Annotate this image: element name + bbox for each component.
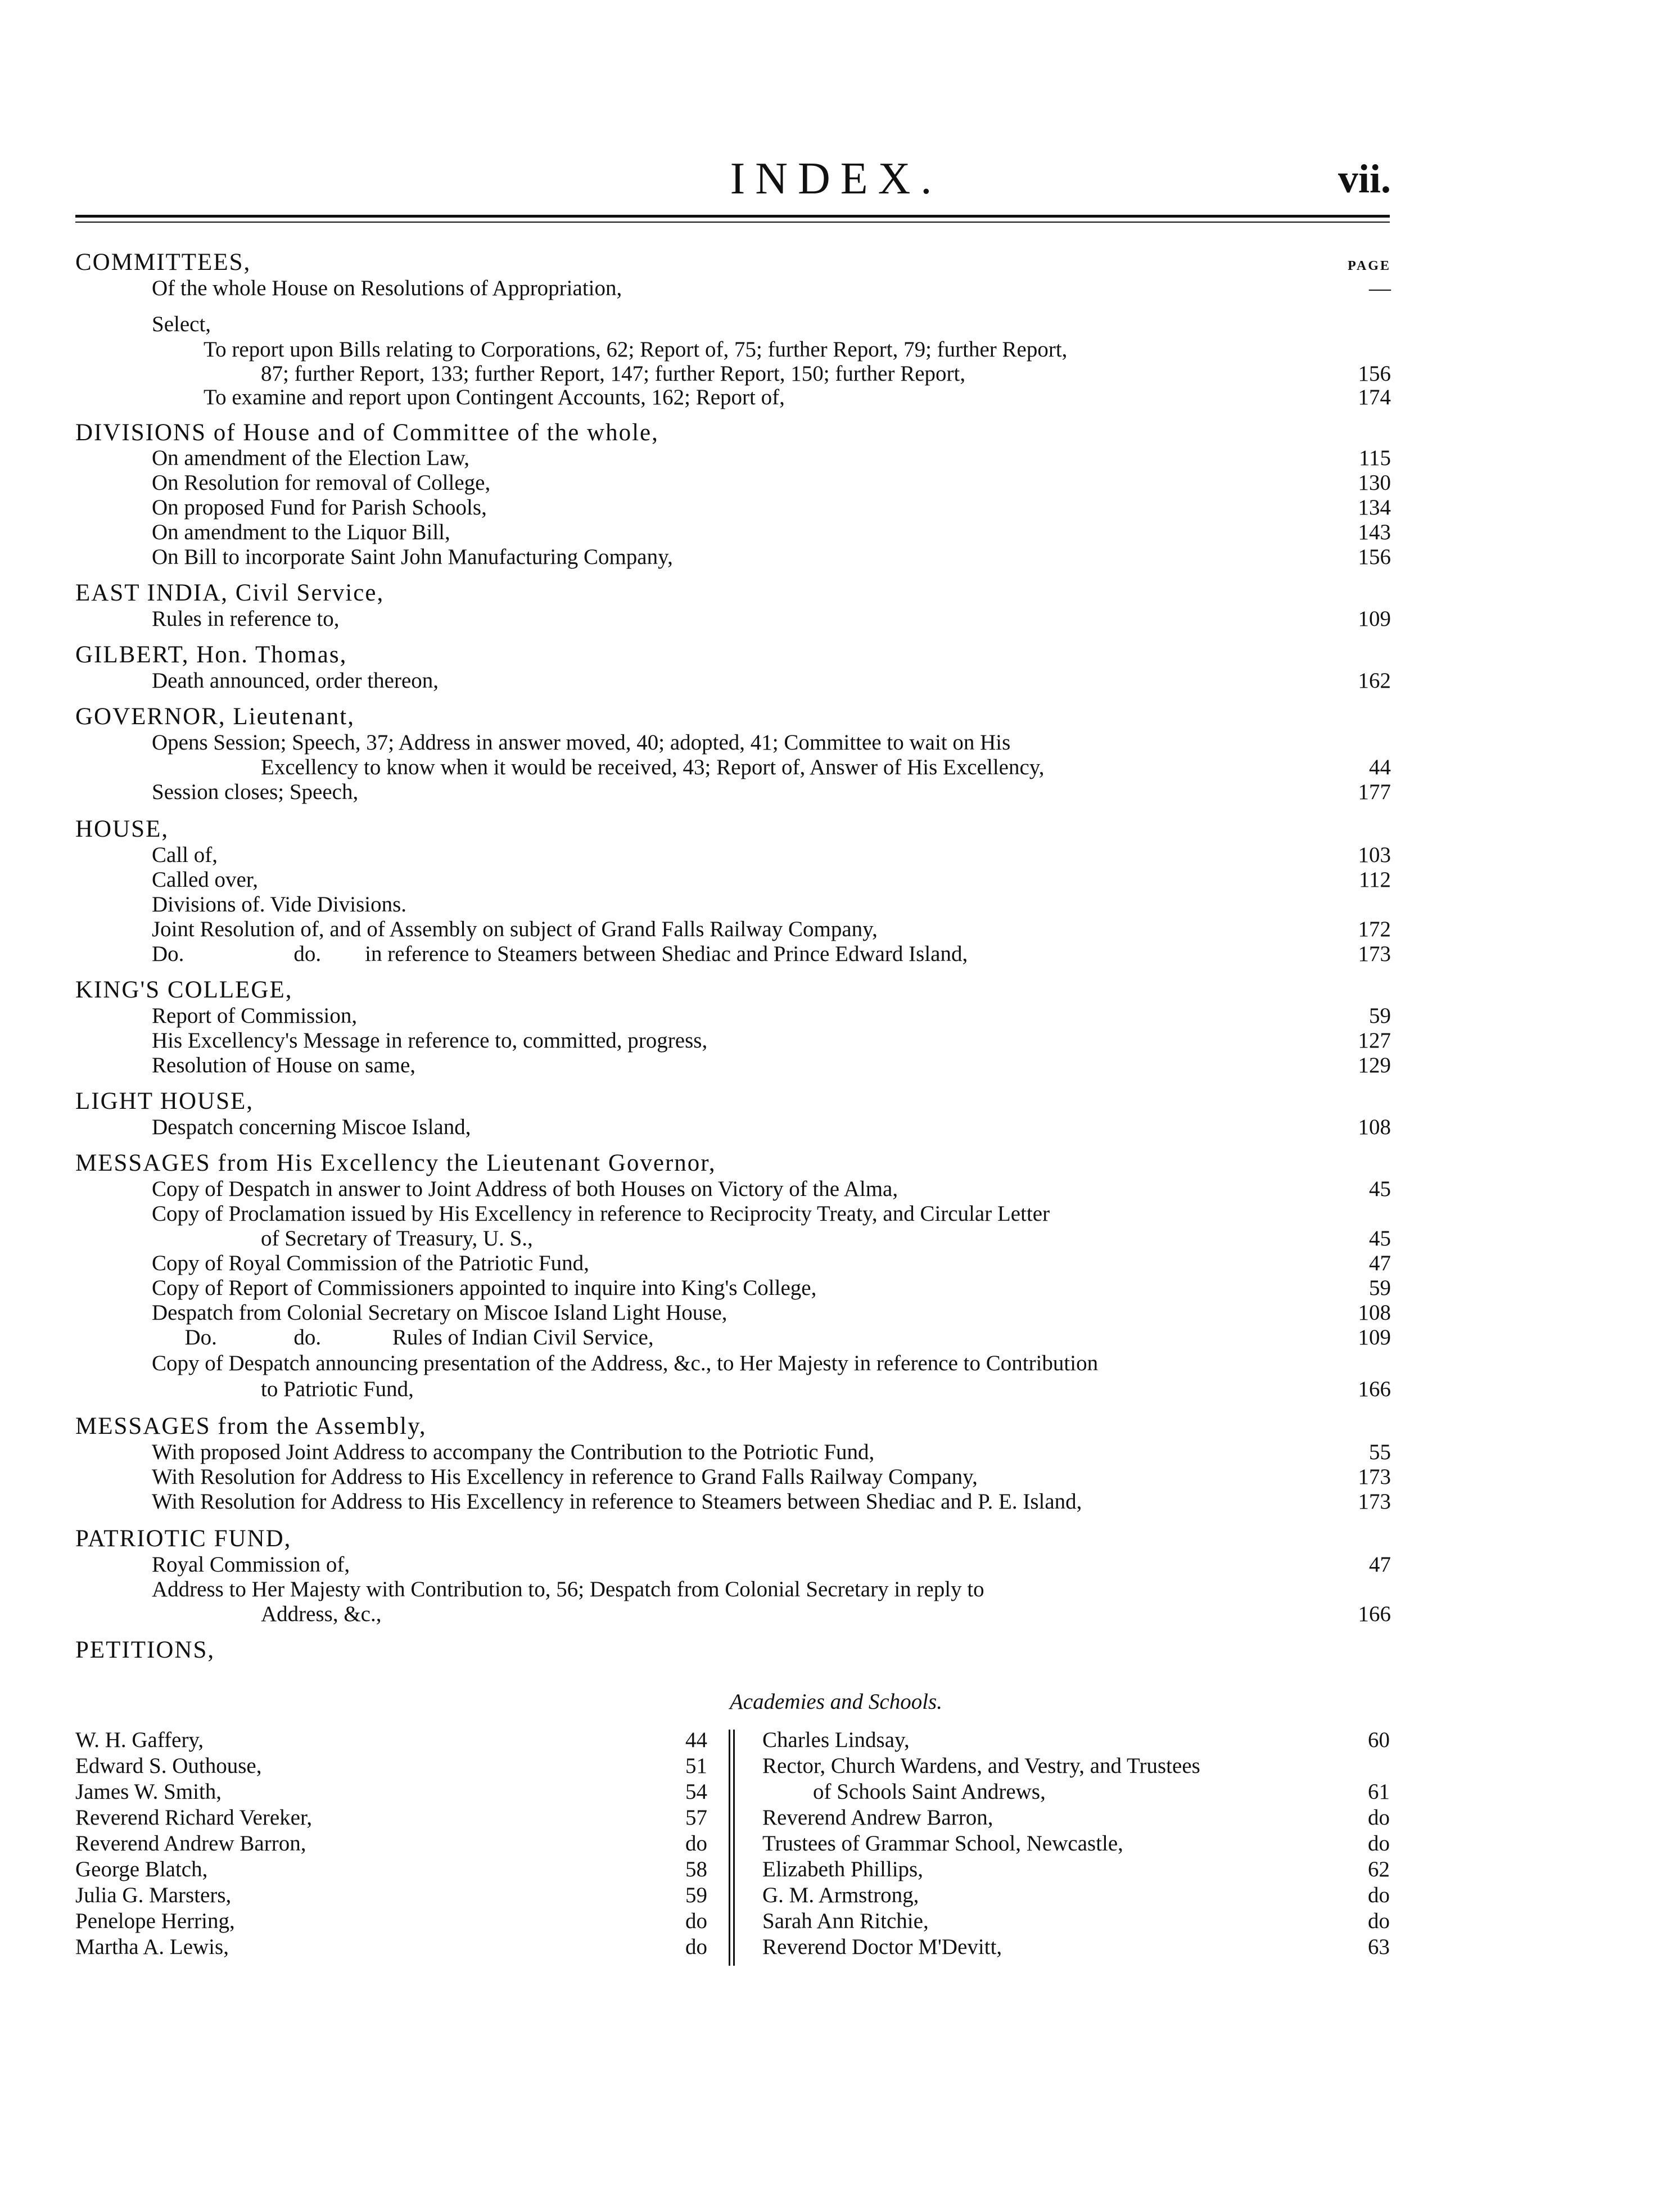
index-heading — [75, 1636, 1391, 1664]
petitioner-name: Sarah Ann Ritchie, — [762, 1909, 929, 1933]
page-reference: 60 — [1368, 1728, 1390, 1752]
index-entry — [75, 1249, 1391, 1277]
petitions-left-column — [75, 1727, 707, 1960]
petition-row — [762, 1727, 1390, 1753]
index-entry — [75, 1375, 1391, 1403]
petitioner-name: Trustees of Grammar School, Newcastle, — [762, 1831, 1123, 1856]
petition-row — [75, 1779, 707, 1805]
page-reference: 156 — [1358, 362, 1391, 386]
entry-text: Rules in reference to, — [152, 607, 340, 631]
entry-text: Report of Commission, — [152, 1004, 358, 1028]
page-reference: 172 — [1358, 917, 1391, 941]
petitioner-name: Reverend Richard Vereker, — [75, 1805, 313, 1830]
index-entry — [75, 866, 1391, 894]
page-reference: 143 — [1358, 520, 1391, 544]
index-entry — [75, 891, 1391, 919]
entry-text: Select, — [152, 312, 211, 336]
header-rule-thin — [75, 222, 1390, 223]
page-reference: 166 — [1358, 1602, 1391, 1626]
page-reference: 45 — [1369, 1226, 1391, 1251]
entry-text: On Resolution for removal of College, — [152, 471, 491, 495]
page-reference: 115 — [1358, 446, 1391, 470]
page-reference: 108 — [1358, 1115, 1391, 1139]
index-entry — [75, 543, 1391, 571]
index-entry — [75, 1551, 1391, 1579]
index-entry — [75, 1349, 1391, 1378]
petition-row — [75, 1753, 707, 1779]
petitions-subhead: Academies and Schools. — [729, 1690, 942, 1714]
index-entry — [75, 605, 1391, 633]
heading-text: DIVISIONS of House and of Committee of the whole, — [75, 419, 659, 446]
petitioner-name: Rector, Church Wardens, and Vestry, and Trustees — [762, 1754, 1200, 1778]
petition-row — [762, 1908, 1390, 1934]
petitioner-name: of Schools Saint Andrews, — [813, 1780, 1046, 1804]
entry-text: Copy of Proclamation issued by His Excellency in reference to Reciprocity Treaty, and Circular Letter — [152, 1202, 1050, 1226]
petition-row — [762, 1831, 1390, 1857]
index-entry — [75, 274, 1391, 303]
heading-text: PETITIONS, — [75, 1637, 215, 1663]
petitioner-name: G. M. Armstrong, — [762, 1883, 919, 1907]
entry-text: With Resolution for Address to His Excellency in reference to Grand Falls Railway Company, — [152, 1465, 978, 1489]
page-reference: 44 — [1369, 755, 1391, 779]
petition-row — [762, 1779, 1390, 1805]
petitioner-name: W. H. Gaffery, — [75, 1728, 204, 1752]
index-entry — [75, 841, 1391, 869]
page-reference: 130 — [1358, 471, 1391, 495]
entry-text: On Bill to incorporate Saint John Manufacturing Company, — [152, 545, 673, 569]
petitions-right-column — [762, 1727, 1390, 1960]
entry-text: Called over, — [152, 868, 259, 892]
page-reference: 51 — [685, 1754, 707, 1778]
header-rule — [75, 215, 1390, 218]
page-reference: 109 — [1358, 1325, 1391, 1349]
page-number: vii. — [1337, 156, 1391, 201]
entry-text: With Resolution for Address to His Excellency in reference to Steamers between Shediac and P. E. Island, — [152, 1489, 1082, 1514]
page-reference: 47 — [1369, 1251, 1391, 1275]
entry-text: Of the whole House on Resolutions of Appropriation, — [152, 276, 622, 300]
entry-text: to Patriotic Fund, — [261, 1377, 414, 1401]
page-reference: do — [1368, 1831, 1390, 1856]
index-heading — [75, 641, 1391, 669]
petition-row — [75, 1831, 707, 1857]
petition-row — [762, 1753, 1390, 1779]
entry-text: Copy of Report of Commissioners appointed to inquire into King's College, — [152, 1276, 817, 1300]
heading-text: GOVERNOR, Lieutenant, — [75, 703, 355, 730]
index-entry — [75, 729, 1391, 757]
index-entry — [75, 1027, 1391, 1055]
heading-text: LIGHT HOUSE, — [75, 1088, 254, 1114]
petition-row — [75, 1908, 707, 1934]
petition-row — [75, 1805, 707, 1831]
entry-text: Address to Her Majesty with Contribution to, 56; Despatch from Colonial Secretary in reply to — [152, 1577, 984, 1601]
index-entry — [75, 1576, 1391, 1604]
page-reference: 174 — [1358, 385, 1391, 409]
page-reference: do — [1368, 1805, 1390, 1830]
index-entry — [75, 778, 1391, 806]
page-reference: 108 — [1358, 1301, 1391, 1325]
page-reference: 62 — [1368, 1857, 1390, 1881]
entry-text: Resolution of House on same, — [152, 1053, 416, 1077]
entry-text: With proposed Joint Address to accompany the Contribution to the Potriotic Fund, — [152, 1440, 875, 1464]
index-entry — [75, 444, 1391, 472]
petitioner-name: George Blatch, — [75, 1857, 208, 1881]
page-reference: do — [685, 1831, 707, 1856]
page-reference: do — [1368, 1909, 1390, 1933]
entry-text: Joint Resolution of, and of Assembly on subject of Grand Falls Railway Company, — [152, 917, 878, 941]
index-entry — [75, 383, 1391, 412]
petitioner-name: Penelope Herring, — [75, 1909, 235, 1933]
index-entry — [75, 1438, 1391, 1466]
index-heading — [75, 1087, 1391, 1116]
page-reference: do — [685, 1935, 707, 1959]
page-reference: 156 — [1358, 545, 1391, 569]
index-heading — [75, 1149, 1391, 1177]
entry-text: Despatch from Colonial Secretary on Miscoe Island Light House, — [152, 1301, 727, 1325]
page-reference: 166 — [1358, 1377, 1391, 1401]
index-entry — [75, 469, 1391, 497]
entry-text: On amendment of the Election Law, — [152, 446, 469, 470]
petition-row — [75, 1857, 707, 1883]
page-reference: 109 — [1358, 607, 1391, 631]
petition-row — [75, 1727, 707, 1753]
index-entry — [75, 494, 1391, 522]
index-heading — [75, 976, 1391, 1004]
entry-text: Despatch concerning Miscoe Island, — [152, 1115, 471, 1139]
index-entry — [75, 915, 1391, 944]
page-reference: 47 — [1369, 1552, 1391, 1577]
page-reference: 61 — [1368, 1780, 1390, 1804]
index-entry — [75, 1299, 1391, 1327]
entry-text: Do. do. Rules of Indian Civil Service, — [152, 1325, 654, 1349]
entry-text: Opens Session; Speech, 37; Address in answer moved, 40; adopted, 41; Committee to wait on His — [152, 730, 1011, 755]
heading-text: KING'S COLLEGE, — [75, 977, 293, 1003]
entry-text: Excellency to know when it would be received, 43; Report of, Answer of His Excellency, — [261, 755, 1045, 779]
page-reference: do — [685, 1909, 707, 1933]
petition-row — [762, 1883, 1390, 1908]
heading-text: COMMITTEES, — [75, 249, 251, 276]
index-entry — [75, 1488, 1391, 1516]
page-reference: 59 — [1369, 1004, 1391, 1028]
entry-text: Call of, — [152, 843, 218, 867]
page-reference: do — [1368, 1883, 1390, 1907]
petitioner-name: Julia G. Marsters, — [75, 1883, 232, 1907]
page-reference: 45 — [1369, 1177, 1391, 1201]
petition-row — [762, 1805, 1390, 1831]
page-reference: 134 — [1358, 495, 1391, 520]
heading-text: MESSAGES from the Assembly, — [75, 1413, 427, 1439]
petitioner-name: Elizabeth Phillips, — [762, 1857, 923, 1881]
index-entry — [75, 310, 1391, 338]
page-reference: 63 — [1368, 1935, 1390, 1959]
page-reference: 57 — [685, 1805, 707, 1830]
petition-row — [762, 1857, 1390, 1883]
entry-text: of Secretary of Treasury, U. S., — [261, 1226, 533, 1251]
entry-text: Address, &c., — [261, 1602, 382, 1626]
page-reference: — — [1369, 276, 1391, 300]
petitioner-name: James W. Smith, — [75, 1780, 222, 1804]
petition-row — [762, 1934, 1390, 1960]
page-reference: 162 — [1358, 669, 1391, 693]
page-reference: 58 — [685, 1857, 707, 1881]
index-entry — [75, 1600, 1391, 1628]
entry-text: Do. do. in reference to Steamers between Shediac and Prince Edward Island, — [152, 942, 968, 966]
index-entry — [75, 667, 1391, 695]
heading-text: MESSAGES from His Excellency the Lieutenant Governor, — [75, 1150, 716, 1176]
index-heading — [75, 579, 1391, 607]
heading-text: HOUSE, — [75, 816, 169, 842]
heading-text: GILBERT, Hon. Thomas, — [75, 642, 347, 668]
entry-text: His Excellency's Message in reference to, committed, progress, — [152, 1028, 708, 1053]
index-heading — [75, 1525, 1391, 1553]
index-entry — [75, 1225, 1391, 1253]
index-entry — [75, 753, 1391, 782]
index-entry — [75, 1002, 1391, 1030]
petitioner-name: Martha A. Lewis, — [75, 1935, 229, 1959]
entry-text: On proposed Fund for Parish Schools, — [152, 495, 487, 520]
column-divider — [733, 1730, 735, 1966]
index-entry — [75, 1324, 1391, 1352]
page-reference: 177 — [1358, 780, 1391, 804]
index-entry — [75, 1175, 1391, 1203]
page-reference: 44 — [685, 1728, 707, 1752]
index-entry — [75, 1274, 1391, 1302]
entry-text: Copy of Royal Commission of the Patriotic Fund, — [152, 1251, 589, 1275]
page-reference: 59 — [1369, 1276, 1391, 1300]
page-reference: 103 — [1358, 843, 1391, 867]
heading-text: PATRIOTIC FUND, — [75, 1525, 292, 1552]
page-reference: 129 — [1358, 1053, 1391, 1077]
index-heading — [75, 815, 1391, 843]
index-entry — [75, 1051, 1391, 1080]
entry-text: On amendment to the Liquor Bill, — [152, 520, 450, 544]
entry-text: Copy of Despatch announcing presentation of the Address, &c., to Her Majesty in reference to Contribution — [152, 1351, 1099, 1375]
entry-text: Royal Commission of, — [152, 1552, 350, 1577]
entry-text: Divisions of. Vide Divisions. — [152, 892, 407, 917]
page-reference: 127 — [1358, 1028, 1391, 1053]
index-heading — [75, 703, 1391, 731]
petitioner-name: Reverend Andrew Barron, — [762, 1805, 993, 1830]
index-entry — [75, 1463, 1391, 1491]
page-column-header: PAGE — [1348, 259, 1391, 273]
index-entry — [75, 518, 1391, 547]
entry-text: To examine and report upon Contingent Accounts, 162; Report of, — [204, 385, 785, 409]
page-reference: 173 — [1358, 1465, 1391, 1489]
entry-text: Session closes; Speech, — [152, 780, 359, 804]
petitioner-name: Edward S. Outhouse, — [75, 1754, 262, 1778]
index-heading — [75, 419, 1391, 447]
index-heading — [75, 249, 1391, 277]
page-reference: 55 — [1369, 1440, 1391, 1464]
petition-row — [75, 1883, 707, 1908]
entry-text: Death announced, order thereon, — [152, 669, 439, 693]
page-reference: 173 — [1358, 1489, 1391, 1514]
index-entry — [75, 1200, 1391, 1228]
petitioner-name: Charles Lindsay, — [762, 1728, 910, 1752]
heading-text: EAST INDIA, Civil Service, — [75, 580, 385, 606]
index-entry — [75, 1113, 1391, 1141]
page-title: INDEX. — [730, 154, 942, 204]
page-reference: 54 — [685, 1780, 707, 1804]
entry-text: 87; further Report, 133; further Report, 147; further Report, 150; further Report, — [261, 362, 966, 386]
petition-row — [75, 1934, 707, 1960]
column-divider — [729, 1730, 730, 1966]
page-reference: 173 — [1358, 942, 1391, 966]
page-reference: 59 — [685, 1883, 707, 1907]
index-heading — [75, 1412, 1391, 1441]
petitioner-name: Reverend Andrew Barron, — [75, 1831, 306, 1856]
entry-text: To report upon Bills relating to Corporations, 62; Report of, 75; further Report, 79; further Report, — [204, 337, 1068, 362]
page-reference: 112 — [1358, 868, 1391, 892]
petitioner-name: Reverend Doctor M'Devitt, — [762, 1935, 1002, 1959]
index-entry — [75, 940, 1391, 968]
entry-text: Copy of Despatch in answer to Joint Address of both Houses on Victory of the Alma, — [152, 1177, 898, 1201]
